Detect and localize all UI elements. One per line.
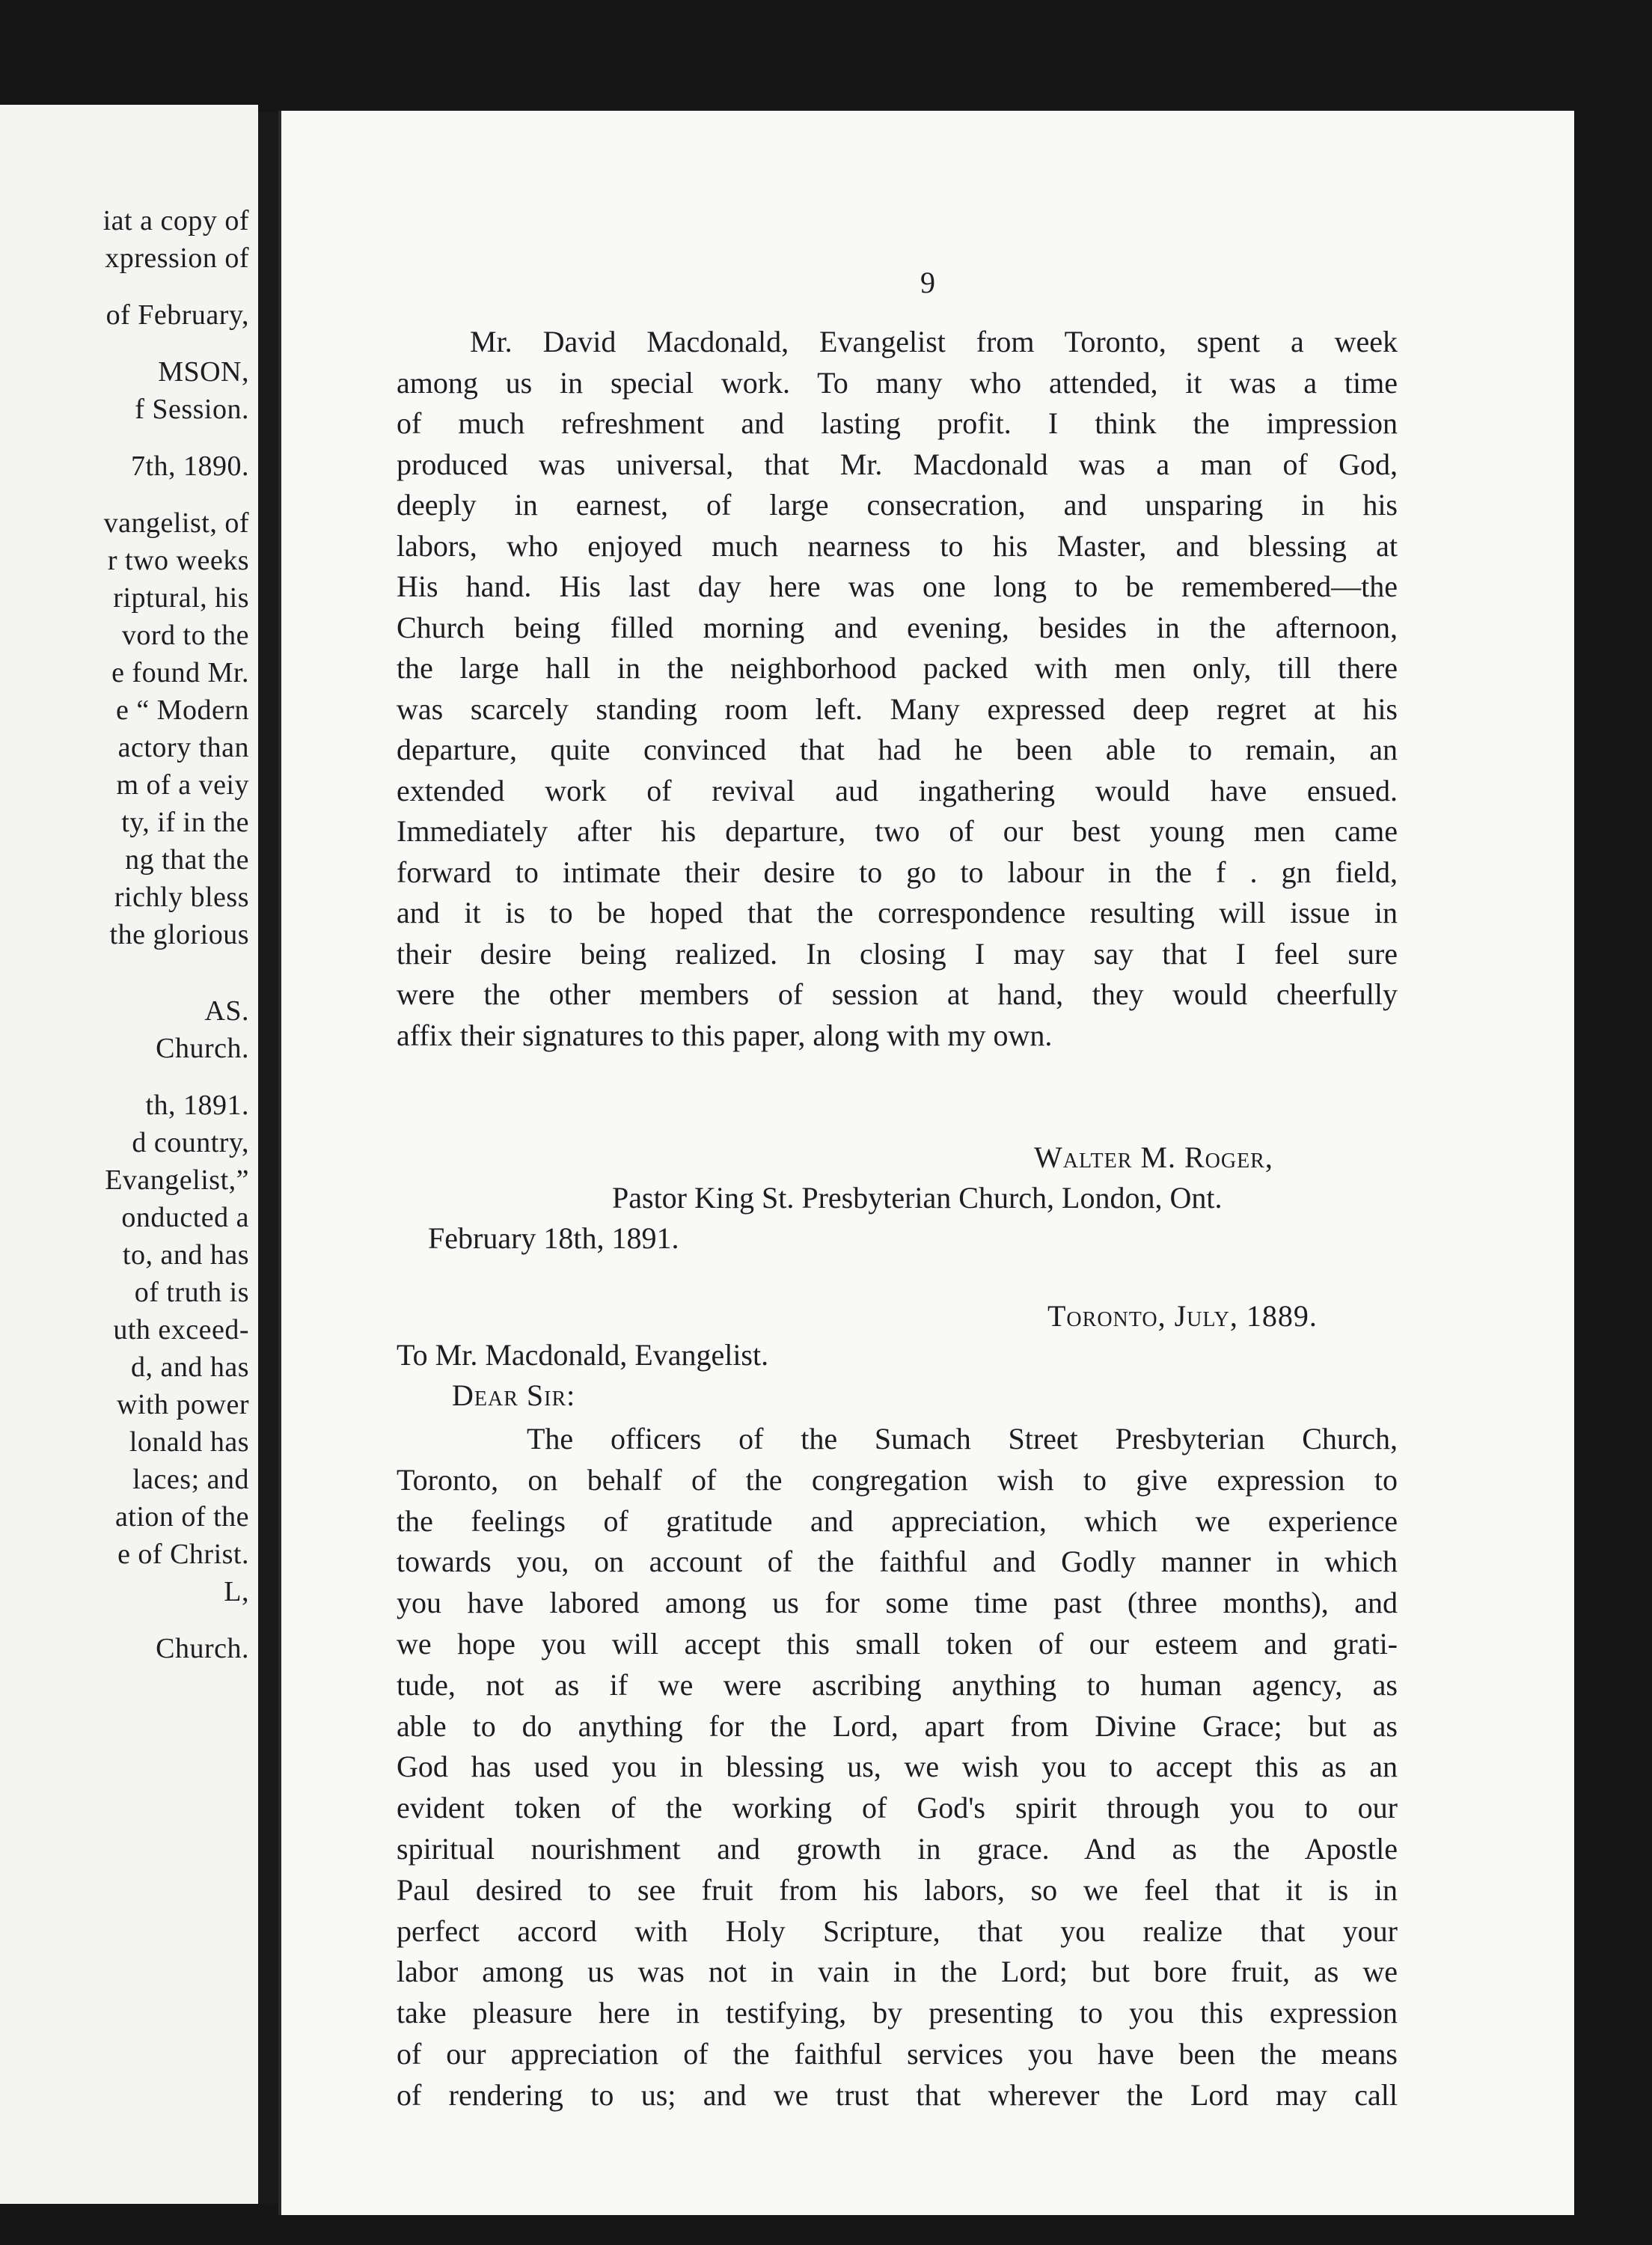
left-page-line: laces; and bbox=[132, 1464, 249, 1495]
letter-2-line: God has used you in blessing us, we wish you to accept this as an bbox=[397, 1750, 1398, 1784]
letter-1-line: affix their signatures to this paper, along with my own. bbox=[397, 1018, 1053, 1052]
left-page-line: AS. bbox=[204, 995, 249, 1027]
letter-1-line: the large hall in the neighborhood packed with men only, till there bbox=[397, 651, 1398, 685]
letter-2-salutation: Dear Sir: bbox=[452, 1378, 576, 1412]
left-page-fragment bbox=[0, 105, 258, 2204]
letter-2-line: take pleasure here in testifying, by presenting to you this expression bbox=[397, 1996, 1398, 2030]
left-page-line: Church. bbox=[156, 1633, 249, 1664]
place-toronto: Toronto, July, 1889. bbox=[1047, 1299, 1318, 1333]
left-page-line: with power bbox=[116, 1389, 249, 1420]
letter-1-line: labors, who enjoyed much nearness to his Master, and blessing at bbox=[397, 528, 1398, 563]
letter-1-line: were the other members of session at hand, they would cheerfully bbox=[397, 977, 1398, 1011]
left-page-line: e “ Modern bbox=[115, 694, 249, 726]
left-page-line: xpression of bbox=[105, 242, 249, 274]
left-page-line: actory than bbox=[117, 732, 249, 763]
left-page-line: of February, bbox=[105, 299, 249, 331]
left-page-line: of truth is bbox=[134, 1277, 249, 1308]
letter-2-line: labor among us was not in vain in the Lord; but bore fruit, as we bbox=[397, 1955, 1398, 1989]
letter-2-line: able to do anything for the Lord, apart from Divine Grace; but as bbox=[397, 1708, 1398, 1743]
letter-1-line: of much refreshment and lasting profit. I think the impression bbox=[397, 406, 1398, 440]
left-page-line: th, 1891. bbox=[145, 1090, 249, 1121]
letter-2-line: evident token of the working of God's spirit through you to our bbox=[397, 1791, 1398, 1825]
left-page-line: 7th, 1890. bbox=[130, 450, 249, 482]
left-page-line: d, and has bbox=[130, 1351, 249, 1383]
left-page-line: vord to the bbox=[121, 620, 249, 651]
letter-1-line: departure, quite convinced that had he been able to remain, an bbox=[397, 733, 1398, 766]
left-page-line: ation of the bbox=[114, 1501, 249, 1533]
left-page-line: ty, if in the bbox=[121, 807, 249, 838]
letter-2-line: tude, not as if we were ascribing anything to human agency, as bbox=[397, 1667, 1398, 1702]
letter-1-line: His hand. His last day here was one long to be remembered—the bbox=[397, 569, 1398, 603]
signature-title: Pastor King St. Presbyterian Church, London, Ont. bbox=[612, 1181, 1223, 1215]
letter-1-line: was scarcely standing room left. Many expressed deep regret at his bbox=[397, 691, 1398, 726]
letter-1-date: February 18th, 1891. bbox=[428, 1221, 679, 1255]
left-page-line: ng that the bbox=[125, 844, 249, 876]
letter-1-line: among us in special work. To many who attended, it was a time bbox=[397, 365, 1398, 400]
letter-1-line: forward to intimate their desire to go to labour in the f . gn field, bbox=[397, 855, 1398, 889]
letter-1-line: Church being filled morning and evening, besides in the afternoon, bbox=[397, 610, 1398, 644]
letter-2-addressee: To Mr. Macdonald, Evangelist. bbox=[397, 1338, 769, 1372]
left-page-line: richly bless bbox=[114, 882, 249, 913]
letter-2-line: Paul desired to see fruit from his labors, so we feel that it is in bbox=[397, 1872, 1398, 1907]
left-page-line: uth exceed- bbox=[113, 1314, 249, 1346]
left-page-line: Church. bbox=[156, 1033, 249, 1064]
left-page-line: onducted a bbox=[121, 1202, 249, 1233]
letter-1-line: their desire being realized. In closing I may say that I feel sure bbox=[397, 936, 1398, 971]
left-page-line: riptural, his bbox=[113, 582, 249, 614]
letter-2-line: of rendering to us; and we trust that wherever the Lord may call bbox=[397, 2077, 1398, 2112]
left-page-line: d country, bbox=[132, 1127, 249, 1158]
letter-2-line: we hope you will accept this small token of our esteem and grati- bbox=[397, 1627, 1398, 1661]
left-page-line: Evangelist,” bbox=[105, 1164, 249, 1196]
left-page-line: the glorious bbox=[109, 919, 249, 950]
left-page-line: m of a veiy bbox=[116, 769, 249, 801]
letter-1-line: Mr. David Macdonald, Evangelist from Toronto, spent a week bbox=[470, 325, 1398, 358]
left-page-line: e of Christ. bbox=[117, 1539, 249, 1570]
left-page-line: lonald has bbox=[129, 1426, 249, 1458]
letter-2-line: spiritual nourishment and growth in grace. And as the Apostle bbox=[397, 1832, 1398, 1866]
page-number: 9 bbox=[920, 266, 935, 299]
letter-2-place-date bbox=[1047, 1296, 1318, 1337]
signature-name: Walter M. Roger, bbox=[1034, 1140, 1273, 1174]
letter-2-line: the feelings of gratitude and appreciation, which we experience bbox=[397, 1503, 1398, 1538]
left-page-line: to, and has bbox=[122, 1239, 249, 1271]
letter-2-line: Toronto, on behalf of the congregation wish to give expression to bbox=[397, 1462, 1398, 1497]
letter-2-line: you have labored among us for some time past (three months), and bbox=[397, 1586, 1398, 1620]
left-page-line: f Session. bbox=[135, 394, 249, 425]
letter-1-line: deeply in earnest, of large consecration, and unsparing in his bbox=[397, 488, 1398, 522]
letter-1-line: produced was universal, that Mr. Macdonald was a man of God, bbox=[397, 447, 1398, 481]
left-page-line: iat a copy of bbox=[103, 205, 249, 236]
left-page-line: MSON, bbox=[158, 356, 249, 388]
letter-1-line: and it is to be hoped that the correspondence resulting will issue in bbox=[397, 896, 1398, 929]
letter-2-line: towards you, on account of the faithful and Godly manner in which bbox=[397, 1545, 1398, 1579]
letter-2-line: of our appreciation of the faithful services you have been the means bbox=[397, 2037, 1398, 2071]
left-page-line: vangelist, of bbox=[103, 507, 249, 539]
letter-2-line: perfect accord with Holy Scripture, that you realize that your bbox=[397, 1913, 1398, 1948]
letter-2-line: The officers of the Sumach Street Presbyterian Church, bbox=[527, 1422, 1398, 1456]
left-page-line: e found Mr. bbox=[111, 657, 249, 688]
left-page-line: L, bbox=[224, 1576, 249, 1607]
letter-1-line: extended work of revival aud ingathering would have ensued. bbox=[397, 773, 1398, 807]
left-page-line: r two weeks bbox=[107, 545, 249, 576]
right-page bbox=[278, 111, 1574, 2215]
letter-1-line: Immediately after his departure, two of our best young men came bbox=[397, 814, 1398, 848]
